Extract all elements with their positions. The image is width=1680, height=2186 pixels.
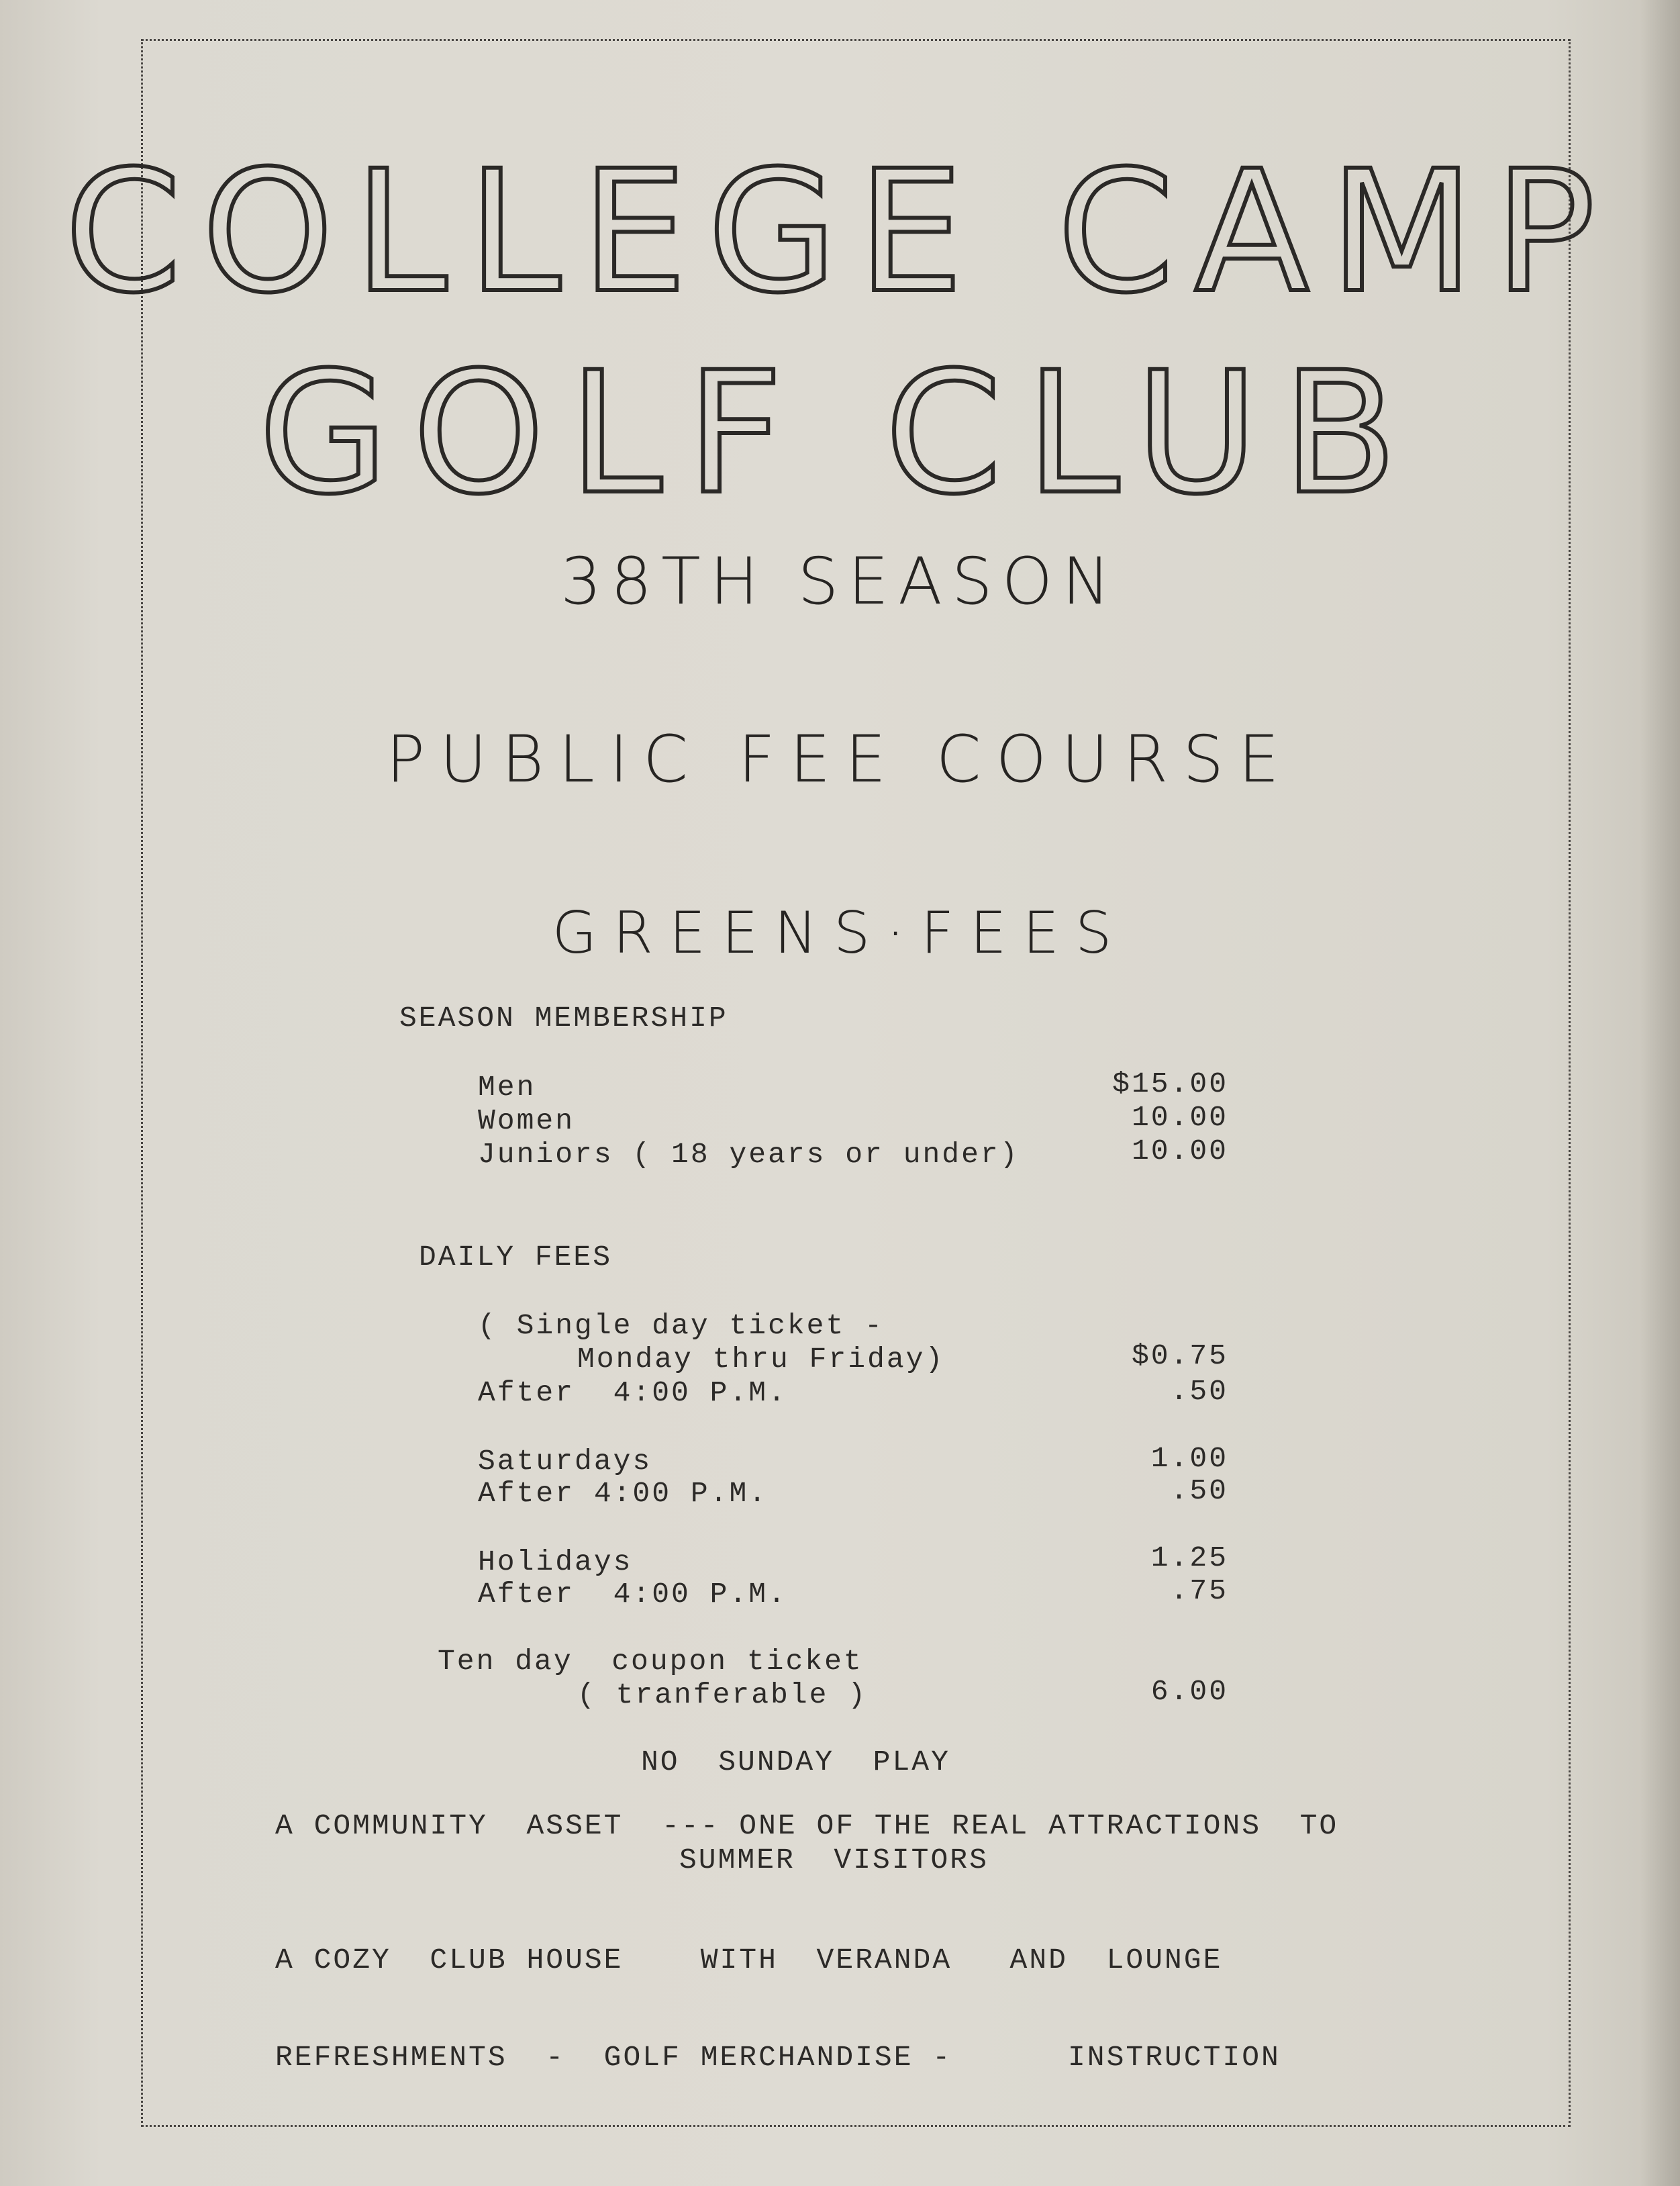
membership-price-juniors: 10.00 [1131, 1135, 1228, 1168]
saturdays-after-label: After 4:00 P.M. [478, 1477, 769, 1510]
ten-day-label-2: ( tranferable ) [577, 1678, 868, 1711]
membership-label-women: Women [478, 1104, 575, 1137]
holidays-price: 1.25 [1150, 1541, 1228, 1574]
holidays-label: Holidays [478, 1546, 633, 1578]
course-type-heading: PUBLIC FEE COURSE [386, 722, 1294, 797]
no-sunday-notice: NO SUNDAY PLAY [641, 1746, 950, 1778]
saturdays-label: Saturdays [478, 1445, 652, 1478]
holidays-after-label: After 4:00 P.M. [478, 1578, 787, 1611]
community-line-1: A COMMUNITY ASSET --- ONE OF THE REAL ATTRACTIONS TO [275, 1809, 1339, 1842]
season-membership-heading: SEASON MEMBERSHIP [399, 1002, 728, 1035]
weekday-after-price: .50 [1170, 1375, 1228, 1408]
season-heading: 38TH SEASON [560, 544, 1120, 619]
ten-day-price: 6.00 [1150, 1675, 1228, 1708]
greens-fees-heading: GREENS·FEES [552, 900, 1128, 967]
weekday-after-label: After 4:00 P.M. [478, 1376, 787, 1409]
community-line-2: SUMMER VISITORS [679, 1844, 989, 1876]
saturdays-after-price: .50 [1170, 1474, 1228, 1507]
ten-day-label-1: Ten day coupon ticket [438, 1645, 863, 1678]
membership-price-women: 10.00 [1131, 1101, 1228, 1134]
membership-price-men: $15.00 [1112, 1067, 1228, 1100]
holidays-after-price: .75 [1170, 1574, 1228, 1607]
title-line-2: GOLF CLUB [258, 336, 1422, 531]
membership-label-men: Men [478, 1071, 536, 1104]
saturdays-price: 1.00 [1150, 1442, 1228, 1475]
daily-fees-heading: DAILY FEES [419, 1241, 613, 1274]
membership-label-juniors: Juniors ( 18 years or under) [478, 1138, 1020, 1171]
single-day-label-2: Monday thru Friday) [577, 1343, 945, 1376]
single-day-price: $0.75 [1131, 1339, 1228, 1372]
refreshments-line: REFRESHMENTS - GOLF MERCHANDISE - INSTRUCTION [275, 2041, 1281, 2074]
title-line-1: COLLEGE CAMP [64, 134, 1616, 330]
single-day-label-1: ( Single day ticket - [478, 1309, 884, 1342]
club-house-line: A COZY CLUB HOUSE WITH VERANDA AND LOUNGE [275, 1944, 1223, 1977]
